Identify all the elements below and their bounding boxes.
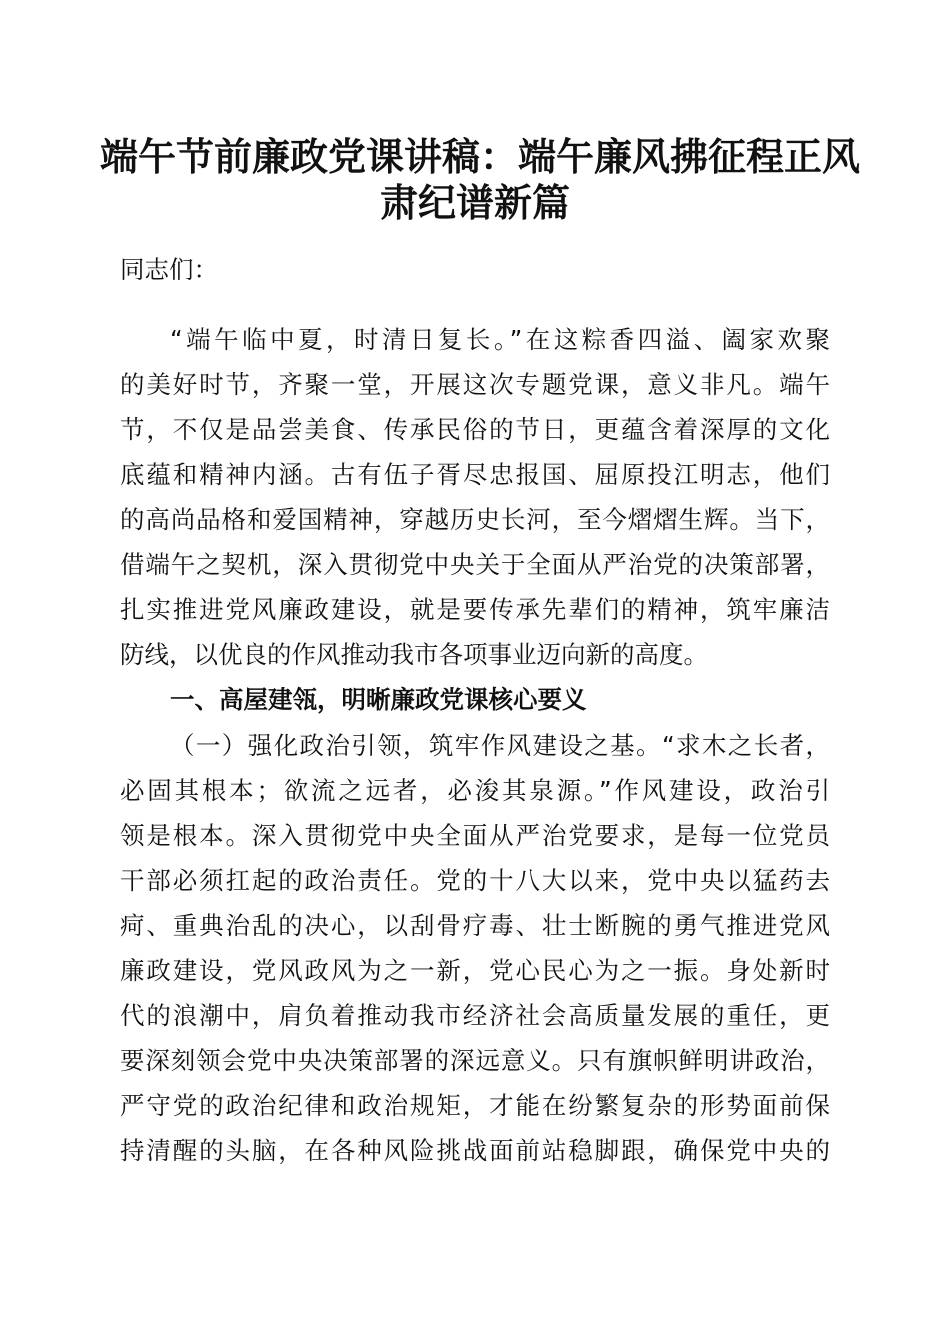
paragraph-1-line: 节，不仅是品尝美食、传承民俗的节日，更蕴含着深厚的文化	[120, 415, 830, 444]
document-title-line-2: 肃纪谱新篇	[379, 180, 570, 225]
paragraph-2-line: 严守党的政治纪律和政治规矩，才能在纷繁复杂的形势面前保	[120, 1091, 830, 1120]
paragraph-1-line: 的美好时节，齐聚一堂，开展这次专题党课，意义非凡。端午	[120, 370, 830, 399]
paragraph-1-line: 扎实推进党风廉政建设，就是要传承先辈们的精神，筑牢廉洁	[120, 595, 830, 624]
paragraph-2-line: （一）强化政治引领，筑牢作风建设之基。“求木之长者，	[170, 731, 830, 760]
paragraph-2-line: 疴、重典治乱的决心，以刮骨疗毒、壮士断腕的勇气推进党风	[120, 911, 830, 940]
document-title-line-1: 端午节前廉政党课讲稿：端午廉风拂征程正风	[100, 134, 861, 179]
paragraph-2-line: 领是根本。深入贯彻党中央全面从严治党要求，是每一位党员	[120, 821, 830, 850]
paragraph-1-line: 的高尚品格和爱国精神，穿越历史长河，至今熠熠生辉。当下，	[120, 505, 830, 534]
section-heading-1: 一、高屋建瓴，明晰廉政党课核心要义	[170, 685, 587, 714]
paragraph-2-line: 必固其根本；欲流之远者，必浚其泉源。”作风建设，政治引	[120, 776, 830, 805]
paragraph-1-line: 防线，以优良的作风推动我市各项事业迈向新的高度。	[120, 640, 708, 669]
paragraph-2-line: 要深刻领会党中央决策部署的深远意义。只有旗帜鲜明讲政治，	[120, 1046, 830, 1075]
paragraph-2-line: 代的浪潮中，肩负着推动我市经济社会高质量发展的重任，更	[120, 1001, 830, 1030]
paragraph-1-line: “端午临中夏，时清日复长。”在这粽香四溢、阖家欢聚	[170, 325, 830, 354]
paragraph-2-line: 廉政建设，党风政风为之一新，党心民心为之一振。身处新时	[120, 956, 830, 985]
paragraph-2-line: 干部必须扛起的政治责任。党的十八大以来，党中央以猛药去	[120, 866, 830, 895]
paragraph-1-line: 底蕴和精神内涵。古有伍子胥尽忠报国、屈原投江明志，他们	[120, 460, 830, 489]
salutation: 同志们：	[120, 255, 218, 284]
paragraph-2-line: 持清醒的头脑，在各种风险挑战面前站稳脚跟，确保党中央的	[120, 1136, 830, 1165]
paragraph-1-line: 借端午之契机，深入贯彻党中央关于全面从严治党的决策部署，	[120, 550, 830, 579]
